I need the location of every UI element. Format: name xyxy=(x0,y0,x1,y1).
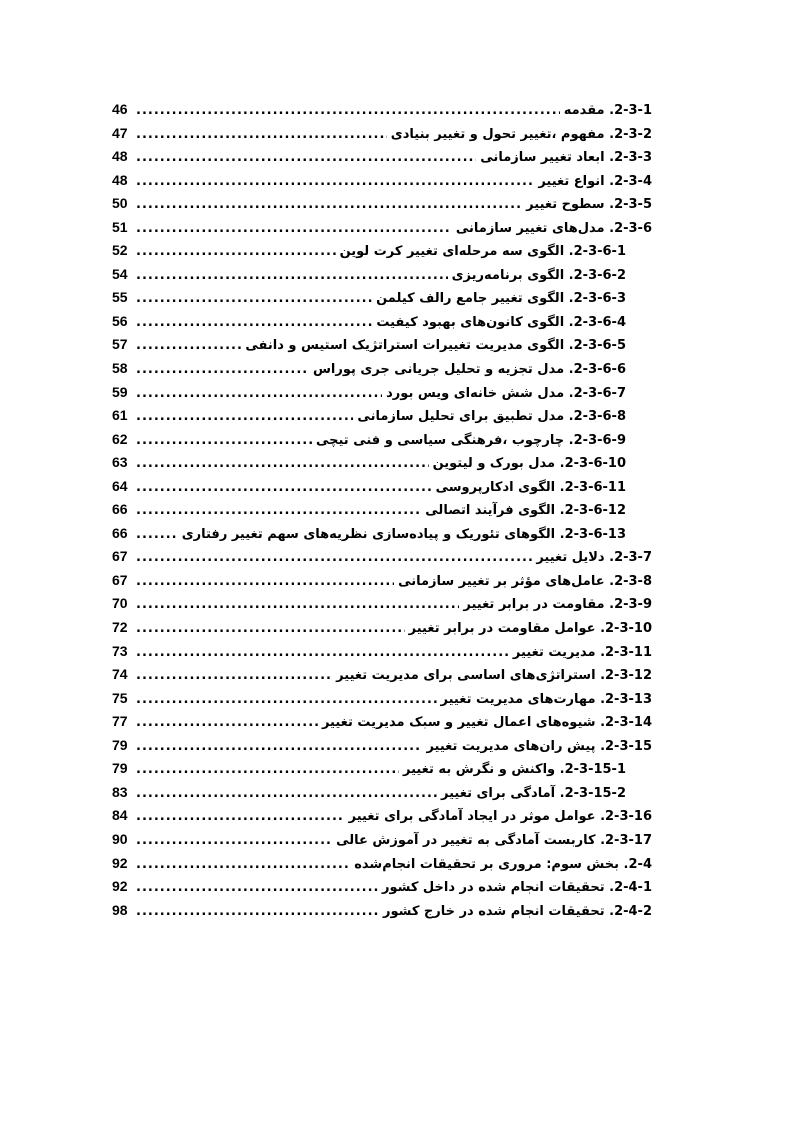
toc-entry-page-number: 48 xyxy=(112,171,128,188)
toc-entry-title: 2-3-6-2. الگوی برنامه‌ریزی xyxy=(451,267,626,283)
dot-leader xyxy=(136,99,560,123)
dot-leader xyxy=(136,711,318,735)
toc-entry[interactable] xyxy=(112,545,652,569)
dot-leader xyxy=(136,405,353,429)
toc-entry[interactable] xyxy=(112,640,652,664)
toc-entry-title: 2-3-6-13. الگوهای تئوریک و پیاده‌سازی نظریه‌های سهم تغییر رفتاری xyxy=(181,526,626,542)
toc-entry-title: 2-3-16. عوامل موثر در ایجاد آمادگی برای تغییر xyxy=(348,809,652,825)
toc-entry-page-number: 50 xyxy=(112,195,128,212)
toc-entry[interactable] xyxy=(112,333,652,357)
toc-entry-title: 2-3-2. مفهوم ،تغییر تحول و تغییر بنیادی xyxy=(390,126,652,142)
dot-leader xyxy=(136,452,429,476)
dot-leader xyxy=(136,311,372,335)
toc-entry-page-number: 98 xyxy=(112,901,128,918)
toc-entry[interactable] xyxy=(112,404,652,428)
toc-entry[interactable] xyxy=(112,687,652,711)
toc-entry[interactable] xyxy=(112,781,652,805)
toc-entry-title: 2-3-6-5. الگوی مدیریت تغییرات استراتژیک استیس و دانفی xyxy=(245,338,626,354)
dot-leader xyxy=(136,900,379,924)
toc-entry-title: 2-3-6-1. الگوی سه مرحله‌ای تغییر کرت لوین xyxy=(339,244,626,260)
toc-entry-title: 2-3-6. مدل‌های تغییر سازمانی xyxy=(455,220,652,236)
dot-leader xyxy=(136,593,459,617)
toc-entry[interactable] xyxy=(112,216,652,240)
dot-leader xyxy=(136,334,241,358)
toc-entry-page-number: 56 xyxy=(112,312,128,329)
toc-entry[interactable] xyxy=(112,710,652,734)
toc-entry-page-number: 72 xyxy=(112,619,128,636)
toc-entry-title: 2-3-6-12. الگوی فرآیند اتصالی xyxy=(425,503,626,519)
toc-entry-title: 2-3-11. مدیریت تغییر xyxy=(512,644,652,660)
toc-entry-title: 2-3-15-1. واکنش و نگرش به تغییر xyxy=(402,762,626,778)
toc-entry-title: 2-3-4. انواع تغییر xyxy=(538,173,652,189)
toc-entry-title: 2-4-1. تحقیقات انجام شده در داخل کشور xyxy=(381,880,652,896)
toc-entry[interactable] xyxy=(112,875,652,899)
dot-leader xyxy=(136,170,534,194)
dot-leader xyxy=(136,429,312,453)
dot-leader xyxy=(136,193,522,217)
dot-leader xyxy=(136,523,178,547)
toc-entry-page-number: 54 xyxy=(112,265,128,282)
toc-entry-page-number: 57 xyxy=(112,336,128,353)
toc-entry-page-number: 83 xyxy=(112,783,128,800)
toc-entry-page-number: 62 xyxy=(112,430,128,447)
toc-entry-page-number: 47 xyxy=(112,124,128,141)
toc-entry-title: 2-3-1. مقدمه xyxy=(563,103,652,118)
toc-entry[interactable] xyxy=(112,381,652,405)
toc-entry-title: 2-3-6-9. چارچوب ،فرهنگی سیاسی و فنی تیچی xyxy=(315,432,626,448)
toc-entry[interactable] xyxy=(112,192,652,216)
toc-entry-title: 2-3-6-10. مدل بورک و لیتوین xyxy=(432,456,626,472)
dot-leader xyxy=(136,758,399,782)
toc-entry-page-number: 51 xyxy=(112,218,128,235)
toc-entry[interactable] xyxy=(112,592,652,616)
toc-entry-title: 2-3-6-3. الگوی تغییر جامع رالف کیلمن xyxy=(376,291,626,307)
toc-entry-page-number: 48 xyxy=(112,148,128,165)
toc-entry[interactable] xyxy=(112,734,652,758)
toc-entry-title: 2-3-13. مهارت‌های مدیریت تغییر xyxy=(440,691,652,707)
toc-entry-page-number: 73 xyxy=(112,642,128,659)
toc-entry-title: 2-3-10. عوامل مقاومت در برابر تغییر xyxy=(408,621,652,637)
toc-entry[interactable] xyxy=(112,145,652,169)
toc-entry[interactable] xyxy=(112,569,652,593)
toc-entry[interactable] xyxy=(112,663,652,687)
toc-entry-page-number: 70 xyxy=(112,595,128,612)
toc-entry-page-number: 67 xyxy=(112,571,128,588)
toc-entry-page-number: 79 xyxy=(112,736,128,753)
dot-leader xyxy=(136,499,421,523)
toc-entry[interactable] xyxy=(112,757,652,781)
dot-leader xyxy=(136,641,509,665)
toc-entry-page-number: 58 xyxy=(112,360,128,377)
toc-entry-title: 2-3-15-2. آمادگی برای تغییر xyxy=(441,785,626,801)
toc-entry-title: 2-3-7. دلایل تغییر xyxy=(536,550,652,566)
dot-leader xyxy=(136,240,336,264)
toc-entry[interactable] xyxy=(112,428,652,452)
toc-entry-page-number: 75 xyxy=(112,689,128,706)
toc-entry[interactable] xyxy=(112,475,652,499)
dot-leader xyxy=(136,123,387,147)
dot-leader xyxy=(136,570,394,594)
toc-entry-page-number: 63 xyxy=(112,454,128,471)
toc-entry-page-number: 77 xyxy=(112,713,128,730)
dot-leader xyxy=(136,382,382,406)
dot-leader xyxy=(136,476,432,500)
toc-entry-page-number: 92 xyxy=(112,854,128,871)
toc-entry[interactable] xyxy=(112,804,652,828)
toc-entry[interactable] xyxy=(112,522,652,546)
toc-entry-title: 2-4-2. تحقیقات انجام شده در خارج کشور xyxy=(382,903,652,919)
toc-entry-page-number: 79 xyxy=(112,760,128,777)
dot-leader xyxy=(136,876,378,900)
toc-entry[interactable] xyxy=(112,263,652,287)
dot-leader xyxy=(136,735,422,759)
dot-leader xyxy=(136,146,476,170)
toc-entry-title: 2-4. بخش سوم: مروری بر تحقیقات انجام‌شده xyxy=(354,856,652,872)
toc-entry-page-number: 92 xyxy=(112,878,128,895)
dot-leader xyxy=(136,217,452,241)
dot-leader xyxy=(136,358,309,382)
dot-leader xyxy=(136,688,437,712)
dot-leader xyxy=(136,546,532,570)
toc-entry[interactable] xyxy=(112,310,652,334)
toc-entry[interactable] xyxy=(112,98,652,122)
toc-entry[interactable] xyxy=(112,286,652,310)
toc-entry-title: 2-3-8. عامل‌های مؤثر بر تغییر سازمانی xyxy=(398,573,652,589)
toc-entry[interactable] xyxy=(112,616,652,640)
dot-leader xyxy=(136,617,405,641)
toc-entry-title: 2-3-9. مقاومت در برابر تغییر xyxy=(463,597,652,613)
toc-entry-page-number: 46 xyxy=(112,101,128,117)
toc-entry-title: 2-3-3. ابعاد تغییر سازمانی xyxy=(480,150,652,166)
dot-leader xyxy=(136,853,350,877)
toc-entry[interactable] xyxy=(112,357,652,381)
toc-entry-page-number: 64 xyxy=(112,477,128,494)
toc-entry-page-number: 55 xyxy=(112,289,128,306)
toc-entry-title: 2-3-5. سطوح تغییر xyxy=(526,197,652,213)
toc-entry-title: 2-3-15. پیش ران‌های مدیریت تغییر xyxy=(426,738,652,754)
toc-entry-page-number: 52 xyxy=(112,242,128,259)
dot-leader xyxy=(136,829,332,853)
dot-leader xyxy=(136,287,372,311)
table-of-contents xyxy=(112,98,652,922)
toc-entry-page-number: 90 xyxy=(112,830,128,847)
toc-entry-page-number: 67 xyxy=(112,548,128,565)
toc-entry-title: 2-3-6-8. مدل تطبیق برای تحلیل سازمانی xyxy=(357,409,626,425)
toc-entry-page-number: 66 xyxy=(112,501,128,518)
dot-leader xyxy=(136,782,437,806)
toc-entry-title: 2-3-6-7. مدل شش خانه‌ای ویس بورد xyxy=(386,385,626,401)
toc-entry-title: 2-3-14. شیوه‌های اعمال تغییر و سبک مدیریت تغییر xyxy=(321,715,652,731)
toc-entry[interactable] xyxy=(112,239,652,263)
toc-entry-page-number: 59 xyxy=(112,383,128,400)
toc-entry[interactable] xyxy=(112,122,652,146)
toc-entry-title: 2-3-6-6. مدل تجزیه و تحلیل جریانی جری پوراس xyxy=(312,362,626,378)
toc-entry-title: 2-3-6-4. الگوی کانون‌های بهبود کیفیت xyxy=(376,314,626,330)
toc-entry[interactable] xyxy=(112,169,652,193)
toc-entry-page-number: 74 xyxy=(112,666,128,683)
dot-leader xyxy=(136,264,448,288)
dot-leader xyxy=(136,805,345,829)
toc-entry-title: 2-3-12. استراتژی‌های اساسی برای مدیریت تغییر xyxy=(336,668,652,684)
toc-entry-page-number: 84 xyxy=(112,807,128,824)
toc-entry-title: 2-3-17. کاربست آمادگی به تغییر در آموزش عالی xyxy=(336,832,652,848)
toc-entry-page-number: 66 xyxy=(112,524,128,541)
toc-entry[interactable] xyxy=(112,899,652,923)
toc-entry-title: 2-3-6-11. الگوی ادکارپروسی xyxy=(435,479,626,495)
toc-entry-page-number: 61 xyxy=(112,407,128,424)
toc-entry[interactable] xyxy=(112,828,652,852)
toc-entry[interactable] xyxy=(112,852,652,876)
toc-entry[interactable] xyxy=(112,498,652,522)
dot-leader xyxy=(136,664,332,688)
toc-entry[interactable] xyxy=(112,451,652,475)
